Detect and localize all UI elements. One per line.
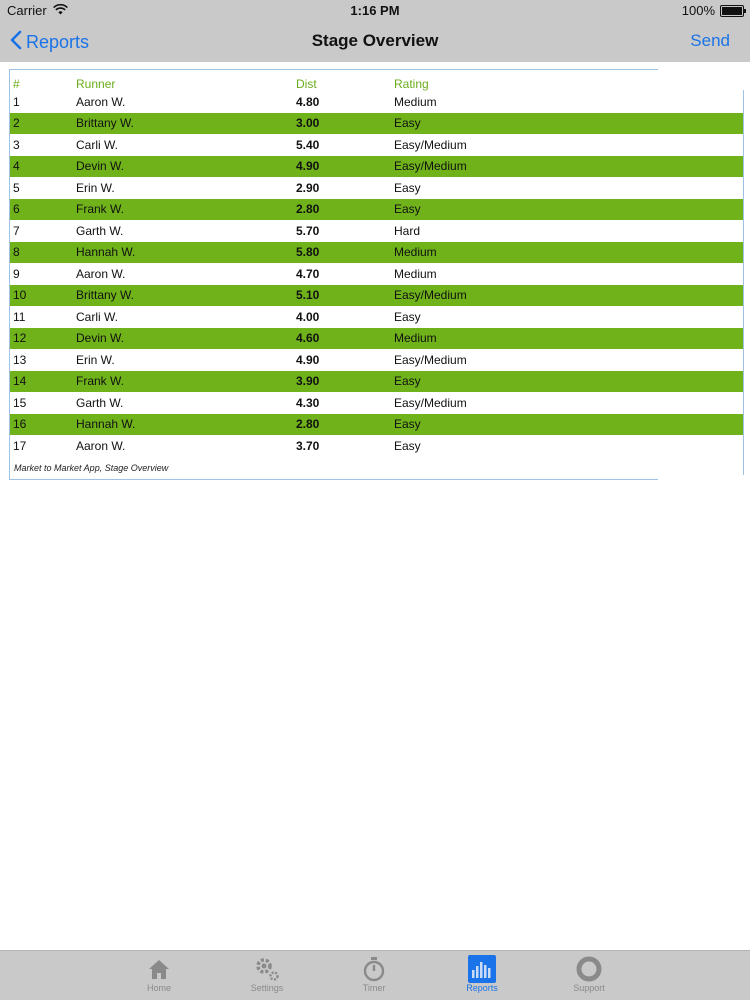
- row-num: 15: [13, 395, 27, 410]
- row-runner: Carli W.: [76, 309, 118, 324]
- row-num: 17: [13, 438, 27, 453]
- row-num: 2: [13, 116, 20, 131]
- row-rating: Easy/Medium: [394, 137, 467, 152]
- row-num: 12: [13, 331, 27, 346]
- table-row: [10, 199, 743, 221]
- row-rating: Easy: [394, 309, 421, 324]
- gear-icon: [253, 955, 281, 983]
- status-right: [682, 3, 744, 18]
- table-row: [10, 242, 743, 264]
- row-dist: 4.60: [296, 331, 320, 346]
- tab-settings-label: Settings: [250, 983, 284, 993]
- row-dist: 2.80: [296, 417, 320, 432]
- tab-home-label: Home: [146, 983, 171, 993]
- navigation-bar: [0, 22, 750, 62]
- tab-home[interactable]: [124, 955, 194, 993]
- row-runner: Garth W.: [76, 223, 124, 238]
- row-runner: Devin W.: [76, 159, 125, 174]
- row-num: 5: [13, 180, 20, 195]
- row-runner: Aaron W.: [76, 438, 126, 453]
- row-rating: Easy/Medium: [394, 352, 467, 367]
- row-runner: Erin W.: [76, 180, 115, 195]
- table-row: [10, 156, 743, 178]
- stage-overview-report: [9, 69, 658, 480]
- row-runner: Aaron W.: [76, 266, 126, 281]
- page-title: Stage Overview: [311, 31, 439, 50]
- row-rating: Easy: [394, 374, 421, 389]
- table-row: [10, 349, 658, 371]
- row-rating: Easy: [394, 116, 421, 131]
- row-runner: Erin W.: [76, 352, 115, 367]
- row-dist: 2.80: [296, 202, 320, 217]
- report-caption: Market to Market App, Stage Overview: [10, 457, 658, 480]
- tab-support[interactable]: [554, 955, 624, 993]
- row-num: 13: [13, 352, 27, 367]
- row-runner: Hannah W.: [76, 417, 136, 432]
- row-dist: 4.30: [296, 395, 320, 410]
- bar-chart-icon: [468, 955, 496, 983]
- row-rating: Medium: [394, 266, 437, 281]
- row-runner: Frank W.: [76, 202, 125, 217]
- table-body: [10, 91, 658, 457]
- row-runner: Brittany W.: [76, 116, 135, 131]
- stopwatch-icon: [360, 955, 388, 983]
- header-rating: Rating: [394, 77, 429, 91]
- table-header: [10, 70, 658, 91]
- row-dist: 5.40: [296, 137, 320, 152]
- row-runner: Garth W.: [76, 395, 124, 410]
- row-runner: Carli W.: [76, 137, 118, 152]
- send-button[interactable]: Send: [690, 31, 730, 50]
- table-row: [10, 392, 658, 414]
- status-bar: [0, 0, 750, 22]
- table-row: [10, 285, 743, 307]
- row-num: 3: [13, 137, 20, 152]
- row-runner: Brittany W.: [76, 288, 135, 303]
- row-dist: 5.10: [296, 288, 320, 303]
- row-rating: Easy/Medium: [394, 159, 467, 174]
- table-row: [10, 113, 743, 135]
- row-num: 7: [13, 223, 20, 238]
- table-row: [10, 306, 658, 328]
- row-rating: Easy: [394, 417, 421, 432]
- report-right-border: [743, 90, 744, 475]
- row-runner: Hannah W.: [76, 245, 136, 260]
- row-dist: 4.80: [296, 94, 320, 109]
- row-dist: 5.80: [296, 245, 320, 260]
- battery-percent: 100%: [681, 3, 715, 18]
- battery-icon: [720, 5, 744, 17]
- row-dist: 3.70: [296, 438, 320, 453]
- row-num: 11: [13, 309, 26, 324]
- row-num: 16: [13, 417, 27, 432]
- table-row: [10, 414, 743, 436]
- tab-settings[interactable]: [232, 955, 302, 993]
- row-dist: 4.70: [296, 266, 320, 281]
- row-dist: 3.90: [296, 374, 320, 389]
- row-num: 1: [13, 94, 20, 109]
- table-row: [10, 435, 658, 457]
- tab-reports[interactable]: [447, 955, 517, 993]
- tab-reports-label: Reports: [466, 983, 498, 993]
- table-row: [10, 220, 658, 242]
- table-row: [10, 91, 658, 113]
- header-runner: Runner: [76, 77, 116, 91]
- back-button-label: Reports: [26, 32, 90, 52]
- row-dist: 5.70: [296, 223, 320, 238]
- row-rating: Easy/Medium: [394, 395, 467, 410]
- tab-timer[interactable]: [339, 955, 409, 993]
- table-row: [10, 263, 658, 285]
- row-rating: Easy: [394, 180, 421, 195]
- row-num: 4: [13, 159, 20, 174]
- row-num: 14: [13, 374, 27, 389]
- row-rating: Medium: [394, 331, 437, 346]
- header-num: #: [13, 77, 20, 91]
- table-row: [10, 328, 743, 350]
- row-runner: Devin W.: [76, 331, 125, 346]
- row-dist: 4.00: [296, 309, 320, 324]
- row-rating: Easy: [394, 438, 421, 453]
- row-num: 6: [13, 202, 20, 217]
- home-icon: [145, 955, 173, 983]
- row-dist: 4.90: [296, 159, 320, 174]
- row-num: 10: [13, 288, 27, 303]
- table-row: [10, 371, 743, 393]
- row-rating: Hard: [394, 223, 421, 238]
- row-dist: 3.00: [296, 116, 320, 131]
- tab-bar: [0, 950, 750, 1000]
- carrier-label: Carrier: [7, 3, 47, 18]
- row-runner: Frank W.: [76, 374, 125, 389]
- row-rating: Medium: [394, 94, 437, 109]
- row-rating: Medium: [394, 245, 437, 260]
- row-dist: 2.90: [296, 180, 320, 195]
- row-num: 9: [13, 266, 20, 281]
- tab-timer-label: Timer: [362, 983, 386, 993]
- lifebuoy-icon: [575, 955, 603, 983]
- tab-support-label: Support: [573, 983, 605, 993]
- status-time: 1:16 PM: [350, 3, 400, 18]
- row-runner: Aaron W.: [76, 94, 126, 109]
- row-dist: 4.90: [296, 352, 320, 367]
- table-row: [10, 177, 658, 199]
- row-rating: Easy: [394, 202, 421, 217]
- header-dist: Dist: [296, 77, 317, 91]
- row-num: 8: [13, 245, 20, 260]
- row-rating: Easy/Medium: [394, 288, 467, 303]
- table-row: [10, 134, 658, 156]
